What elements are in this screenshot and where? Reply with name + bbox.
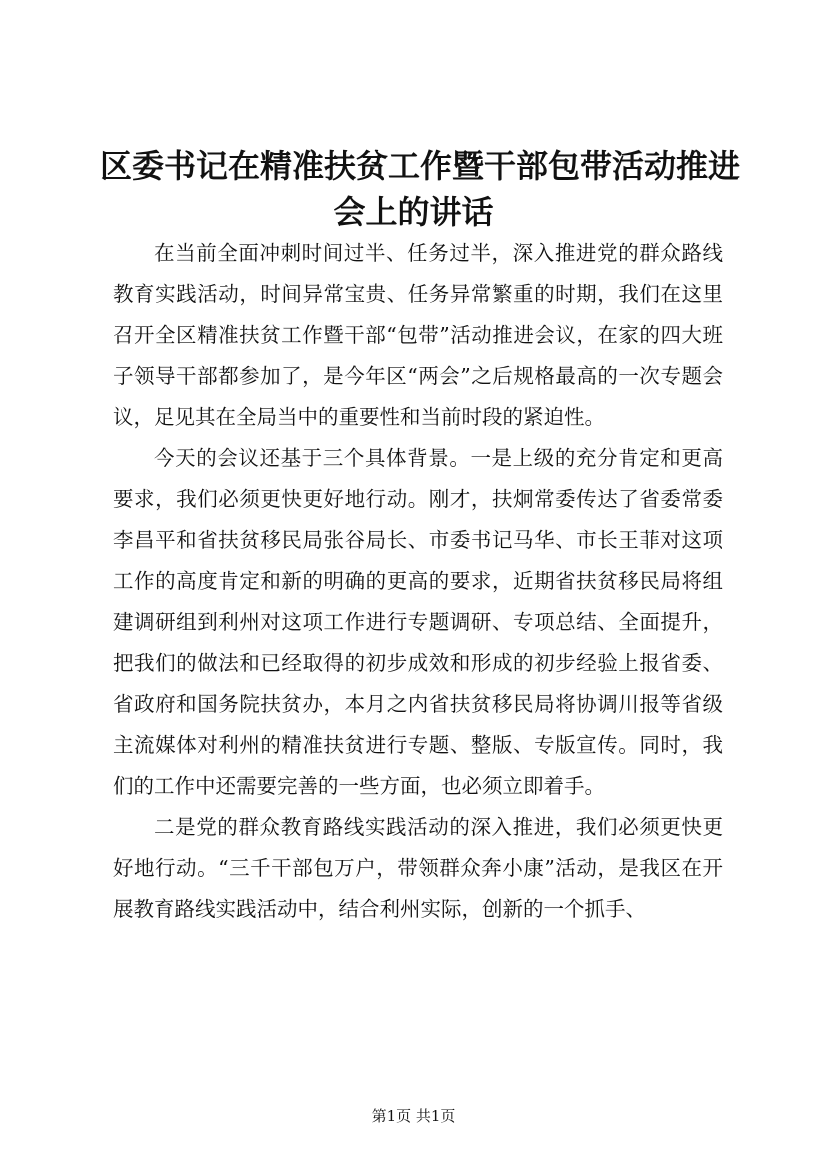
- page-number-footer: 第1页 共1页: [371, 1107, 456, 1125]
- title-line-2: 会上的讲话: [333, 193, 494, 231]
- paragraph-1: 在当前全面冲刺时间过半、任务过半，深入推进党的群众路线教育实践活动，时间异常宝贵、任务异常繁重的时期，我们在这里召开全区精准扶贫工作暨干部“包带”活动推进会议，在家的四大班子领导干部都参加了，是今年区“两会”之后规格最高的一次专题会议，足见其在全局当中的重要性和当前时段的紧迫性。: [113, 241, 723, 429]
- paragraph-3: 二是党的群众教育路线实践活动的深入推进，我们必须更快更好地行动。“三千干部包万户，带领群众奔小康”活动，是我区在开展教育路线实践活动中，结合利州实际，创新的一个抓手、: [113, 815, 723, 921]
- paragraph-2: 今天的会议还基于三个具体背景。一是上级的充分肯定和更高要求，我们必须更快更好地行动。刚才，扶炯常委传达了省委常委李昌平和省扶贫移民局张谷局长、市委书记马华、市长王菲对这项工作的高度肯定和新的明确的更高的要求，近期省扶贫移民局将组建调研组到利州对这项工作进行专题调研、专项总结、全面提升，把我们的做法和已经取得的初步成效和形成的初步经验上报省委、省政府和国务院扶贫办，本月之内省扶贫移民局将协调川报等省级主流媒体对利州的精准扶贫进行专题、整版、专版宣传。同时，我们的工作中还需要完善的一些方面，也必须立即着手。: [113, 446, 723, 798]
- title-line-1: 区委书记在精准扶贫工作暨干部包带活动推进: [100, 147, 741, 185]
- document-title: [100, 143, 741, 235]
- document-body: [113, 233, 723, 930]
